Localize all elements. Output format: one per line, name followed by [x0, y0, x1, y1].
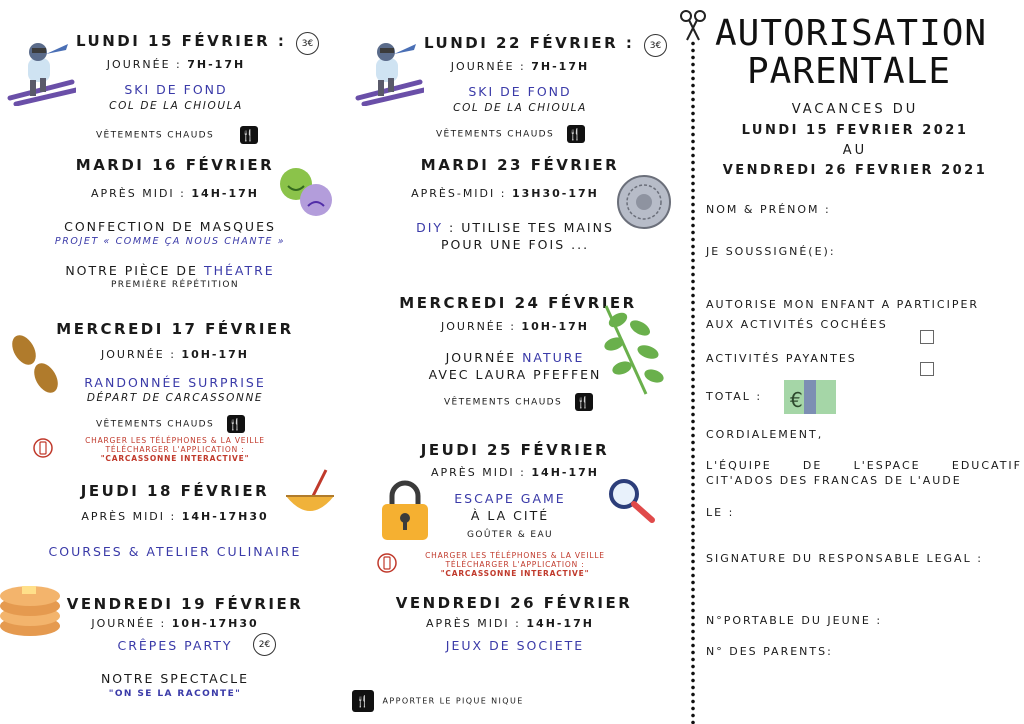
day-title: MERCREDI 24 FÉVRIER [399, 294, 637, 312]
phone-alert-icon [376, 552, 398, 574]
time-line: JOURNÉE : 10H-17H30 [91, 617, 259, 630]
activity: CRÊPES PARTY [117, 638, 233, 653]
day-title: MERCREDI 17 FÉVRIER [56, 320, 294, 338]
day-title: LUNDI 22 FÉVRIER : [424, 34, 635, 52]
time-line: JOURNÉE : 7H-17H [450, 60, 590, 73]
activity: NOTRE SPECTACLE [100, 671, 250, 686]
team-name: L'ÉQUIPE DE L'ESPACE EDUCATIF [706, 459, 1022, 472]
activity: JOURNÉE NATURE [445, 350, 585, 365]
day-title: VENDREDI 19 FÉVRIER [66, 595, 304, 613]
time-line: JOURNÉE : 10H-17H [100, 348, 250, 361]
magnifier-icon [606, 476, 656, 526]
team-name: CIT'ADOS DES FRANCAS DE L'AUDE [706, 474, 962, 487]
period-to: AU [842, 143, 868, 158]
scissors-icon [679, 8, 707, 42]
activity-sub: PREMIÈRE RÉPÉTITION [110, 280, 240, 290]
day-title: LUNDI 15 FÉVRIER : [76, 32, 287, 50]
svg-text:€: € [790, 388, 803, 412]
activity: COURSES & ATELIER CULINAIRE [48, 544, 302, 559]
price-badge: 3€ [296, 32, 319, 55]
paid-activities-checkbox[interactable] [920, 362, 934, 376]
period-start: LUNDI 15 FEVRIER 2021 [741, 123, 969, 138]
mixing-bowl-icon [282, 466, 338, 526]
time-line: JOURNÉE : 7H-17H [106, 58, 246, 71]
activity-sub: COL DE LA CHIOULA [109, 100, 243, 112]
name-field-label: NOM & PRÉNOM : [706, 203, 831, 216]
day-title: MARDI 23 FÉVRIER [420, 156, 620, 174]
activity: RANDONNÉE SURPRISE [84, 375, 266, 390]
activity: DIY : UTILISE TES MAINS [416, 220, 614, 235]
activity: AVEC LAURA PFEFFEN [428, 367, 602, 382]
warning-text: CHARGER LES TÉLÉPHONES & LA VEILLE TÉLÉCHARGER L'APPLICATION : "CARCASSONNE INTERACTIVE" [85, 436, 265, 463]
activity-sub: DÉPART DE CARCASSONNE [86, 392, 264, 404]
time-line: APRÈS MIDI : 14H-17H [426, 617, 594, 630]
activity: À LA CITÉ [470, 508, 550, 523]
signature-field-label: SIGNATURE DU RESPONSABLE LEGAL : [706, 552, 983, 565]
day-title: VENDREDI 26 FÉVRIER [395, 594, 633, 612]
price-badge: 2€ [253, 633, 276, 656]
cutlery-icon: 🍴 [575, 393, 593, 411]
skier-icon [354, 40, 424, 106]
paid-activities-label: ACTIVITÉS PAYANTES [706, 352, 857, 365]
skier-icon [6, 40, 76, 106]
phone-alert-icon [32, 437, 54, 459]
authorize-text: AUX ACTIVITÉS COCHÉES [706, 318, 888, 331]
closing-text: CORDIALEMENT, [706, 428, 824, 441]
activity: CONFECTION DE MASQUES [64, 219, 276, 234]
activity: ESCAPE GAME [454, 491, 566, 506]
period-label: VACANCES DU [791, 102, 919, 117]
padlock-icon [380, 480, 430, 542]
day-title: MARDI 16 FÉVRIER [75, 156, 275, 174]
note: VÊTEMENTS CHAUDS 🍴 [436, 125, 585, 143]
undersigned-label: JE SOUSSIGNÉ(E): [706, 245, 836, 258]
note: VÊTEMENTS CHAUDS 🍴 [96, 415, 245, 433]
authorize-text: AUTORISE MON ENFANT A PARTICIPER [706, 298, 980, 311]
day-title: JEUDI 25 FÉVRIER [420, 441, 610, 459]
warning-text: CHARGER LES TÉLÉPHONES & LA VEILLE TÉLÉCHARGER L'APPLICATION : "CARCASSONNE INTERACTIVE" [425, 551, 605, 578]
day-title: JEUDI 18 FÉVRIER [80, 482, 270, 500]
total-label: TOTAL : [706, 390, 763, 403]
activity-sub: GOÛTER & EAU [466, 530, 554, 540]
footprints-icon [6, 330, 66, 400]
time-line: APRÈS MIDI : 14H-17H [431, 466, 599, 479]
checked-activities-checkbox[interactable] [920, 330, 934, 344]
cutlery-icon: 🍴 [352, 690, 374, 712]
cut-line [691, 40, 695, 724]
note: VÊTEMENTS CHAUDS 🍴 [444, 393, 593, 411]
activity: JEUX DE SOCIETE [445, 638, 585, 653]
footer-note: 🍴 APPORTER LE PIQUE NIQUE [352, 690, 524, 712]
cutlery-icon: 🍴 [240, 126, 258, 144]
activity: NOTRE PIÈCE DE THÉATRE [65, 263, 275, 278]
activity-sub: "ON SE LA RACONTE" [108, 689, 242, 699]
cutlery-icon: 🍴 [227, 415, 245, 433]
pancakes-icon [0, 570, 64, 640]
form-title: AUTORISATION [715, 13, 988, 54]
time-line: APRÈS MIDI : 14H-17H [91, 187, 259, 200]
euro-banknote-icon [784, 380, 836, 414]
time-line: APRÈS-MIDI : 13H30-17H [411, 187, 599, 200]
form-title: PARENTALE [747, 51, 952, 92]
period-end: VENDREDI 26 FEVRIER 2021 [722, 163, 988, 178]
activity-sub: PROJET « COMME ÇA NOUS CHANTE » [54, 236, 286, 247]
time-line: JOURNÉE : 10H-17H [440, 320, 590, 333]
note: VÊTEMENTS CHAUDS 🍴 [96, 126, 258, 144]
activity: POUR UNE FOIS ... [440, 237, 590, 252]
activity: SKI DE FOND [124, 82, 228, 97]
parents-phone-label: N° DES PARENTS: [706, 645, 833, 658]
price-badge: 3€ [644, 34, 667, 57]
time-line: APRÈS MIDI : 14H-17H30 [81, 510, 269, 523]
theater-masks-icon [278, 166, 334, 222]
youth-phone-label: N°PORTABLE DU JEUNE : [706, 614, 883, 627]
date-field-label: LE : [706, 506, 735, 519]
cutlery-icon: 🍴 [567, 125, 585, 143]
activity: SKI DE FOND [468, 84, 572, 99]
activity-sub: COL DE LA CHIOULA [453, 102, 587, 114]
